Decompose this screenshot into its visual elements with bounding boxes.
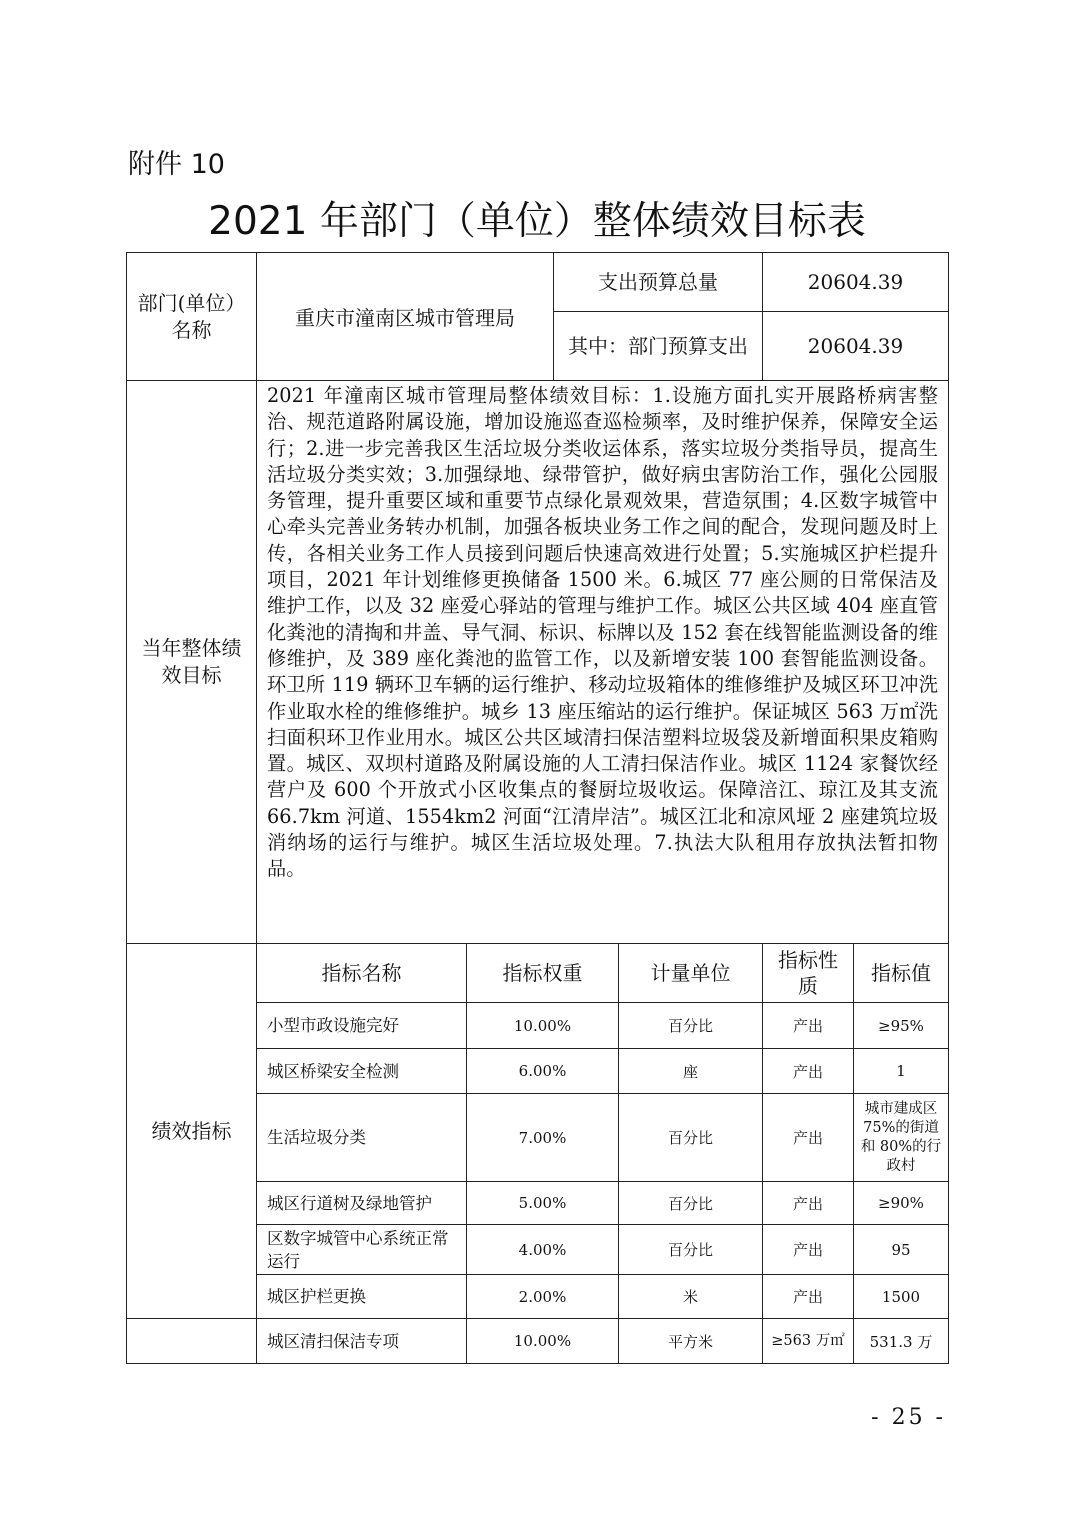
indicator-name: 城区护栏更换 — [257, 1275, 467, 1319]
indicator-weight: 10.00% — [467, 1319, 619, 1364]
budget-total-row — [127, 253, 949, 312]
budget-dept-value: 20604.39 — [763, 312, 949, 381]
goal-text: 2021 年潼南区城市管理局整体绩效目标：1.设施方面扎实开展路桥病害整治、规范道路附属设施，增加设施巡查巡检频率，及时维护保养，保障安全运行；2.进一步完善我区生活垃圾分类收运体系，落实垃圾分类指导员，提高生活垃圾分类实效；3.加强绿地、绿带管护，做好病虫害防治工作，强化公园服务管理，提升重要区域和重要节点绿化景观效果，营造氛围；4.区数字城管中心牵头完善业务转办机制，加强各板块业务工作之间的配合，发现问题及时上传，各相关业务工作人员接到问题后快速高效进行处置；5.实施城区护栏提升项目，2021 年计划维修更换储备 1500 米。6.城区 77 座公厕的日常保洁及维护工作，以及 32 座爱心驿站的管理与维护工作。城区公共区域 404 座直管化粪池的清掏和井盖、导气洞、标识、标牌以及 152 套在线智能监测设备的维修维护，及 389 座化粪池的监管工作，以及新增安装 100 套智能监测设备。环卫所 119 辆环卫车辆的运行维护、移动垃圾箱体的维修维护及城区环卫冲洗作业取水栓的维修维护。城乡 13 座压缩站的运行维护。保证城区 563 万㎡洗扫面积环卫作业用水。城区公共区域清扫保洁塑料垃圾袋及新增面积果皮箱购置。城区、双坝村道路及附属设施的人工清扫保洁作业。城区 1124 家餐饮经营户及 600 个开放式小区收集点的餐厨垃圾收运。保障涪江、琼江及其支流 66.7km 河道、1554km2 河面“江清岸洁”。城区江北和凉风垭 2 座建筑垃圾消纳场的运行与维护。城区生活垃圾处理。7.执法大队租用存放执法暂扣物品。 — [257, 381, 949, 944]
indicator-nature: ≥563 万㎡ — [763, 1319, 854, 1364]
indicator-nature: 产出 — [763, 1003, 854, 1049]
indicator-value: 1 — [854, 1049, 949, 1094]
indicator-value: ≥90% — [854, 1182, 949, 1225]
budget-dept-label: 其中：部门预算支出 — [554, 312, 763, 381]
goal-row — [127, 381, 949, 944]
indicator-unit: 百分比 — [619, 1225, 763, 1275]
header-unit: 计量单位 — [619, 944, 763, 1003]
header-value: 指标值 — [854, 944, 949, 1003]
dept-label-cell — [127, 253, 257, 381]
indicator-unit: 座 — [619, 1049, 763, 1094]
indicator-weight: 6.00% — [467, 1049, 619, 1094]
header-nature: 指标性质 — [763, 944, 854, 1003]
indicator-weight: 10.00% — [467, 1003, 619, 1049]
indicator-name: 生活垃圾分类 — [257, 1094, 467, 1182]
indicator-nature: 产出 — [763, 1094, 854, 1182]
indicator-weight: 5.00% — [467, 1182, 619, 1225]
header-indicator-name: 指标名称 — [257, 944, 467, 1003]
indicator-unit: 平方米 — [619, 1319, 763, 1364]
indicator-nature: 产出 — [763, 1275, 854, 1319]
goal-label: 当年整体绩效目标 — [127, 381, 257, 944]
budget-total-label: 支出预算总量 — [554, 253, 763, 312]
indicator-name: 城区清扫保洁专项 — [257, 1319, 467, 1364]
indicator-value: 1500 — [854, 1275, 949, 1319]
indicator-unit: 百分比 — [619, 1182, 763, 1225]
indicator-value: 531.3 万 — [854, 1319, 949, 1364]
dept-name-cell — [257, 253, 554, 381]
indicator-section-label: 绩效指标 — [127, 944, 257, 1319]
indicator-header-row — [127, 944, 949, 1003]
indicator-value: ≥95% — [854, 1003, 949, 1049]
indicator-name: 小型市政设施完好 — [257, 1003, 467, 1049]
empty-section-cell — [127, 1319, 257, 1364]
performance-target-table — [126, 252, 949, 1364]
indicator-nature: 产出 — [763, 1182, 854, 1225]
indicator-nature: 产出 — [763, 1049, 854, 1094]
dept-name: 重庆市潼南区城市管理局 — [295, 306, 515, 330]
dept-label: 部门(单位）名称 — [137, 290, 246, 342]
indicator-nature: 产出 — [763, 1225, 854, 1275]
indicator-row — [127, 1319, 949, 1364]
indicator-value: 城市建成区 75%的街道和 80%的行政村 — [854, 1094, 949, 1182]
indicator-name: 城区行道树及绿地管护 — [257, 1182, 467, 1225]
indicator-value: 95 — [854, 1225, 949, 1275]
page-title: 2021 年部门（单位）整体绩效目标表 — [208, 199, 866, 244]
indicator-weight: 4.00% — [467, 1225, 619, 1275]
indicator-unit: 百分比 — [619, 1094, 763, 1182]
indicator-name: 城区桥梁安全检测 — [257, 1049, 467, 1094]
page-number: - 25 - — [871, 1405, 946, 1430]
header-indicator-weight: 指标权重 — [467, 944, 619, 1003]
indicator-unit: 米 — [619, 1275, 763, 1319]
indicator-weight: 2.00% — [467, 1275, 619, 1319]
indicator-unit: 百分比 — [619, 1003, 763, 1049]
indicator-weight: 7.00% — [467, 1094, 619, 1182]
attachment-label: 附件 10 — [128, 149, 225, 180]
budget-total-value: 20604.39 — [763, 253, 949, 312]
indicator-name: 区数字城管中心系统正常运行 — [257, 1225, 467, 1275]
